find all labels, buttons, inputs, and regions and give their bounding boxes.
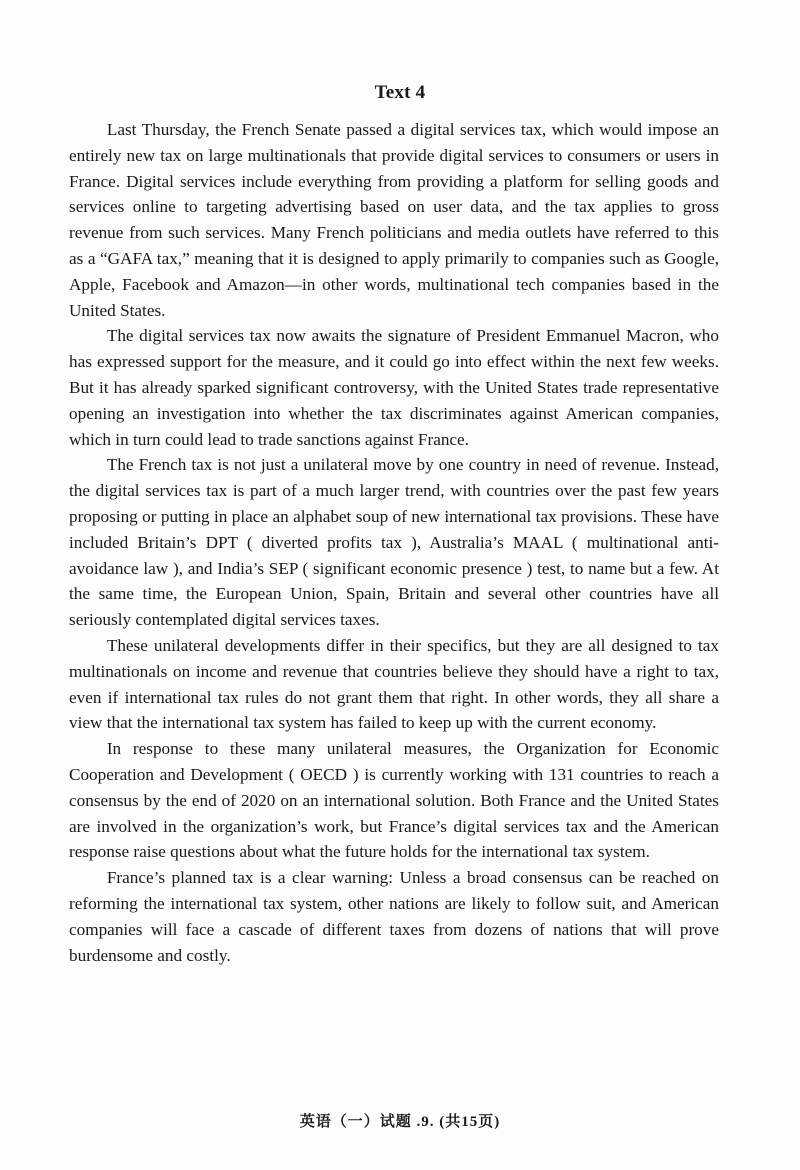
section-title: Text 4 [374, 82, 426, 103]
page-footer: 英语（一）试题 .9. (共15页) [299, 1114, 501, 1130]
paragraph-3: The French tax is not just a unilateral move by one country in need of revenue. Instead, the digital services tax is part of a much larger trend, with countries over the past few years proposing or putting in place an alphabet soup of new international tax provisions. These have included Britain’s DPT ( diverted profits tax ), Australia’s MAAL ( multinational anti-avoidance law ), and India’s SEP ( significant economic presence ) test, to name but a few. At the same time, the European Union, Spain, Britain and several other countries have all seriously contemplated digital services taxes. [69, 455, 719, 630]
paragraph-6: France’s planned tax is a clear warning: Unless a broad consensus can be reached on reforming the international tax system, other nations are likely to follow suit, and American companies will face a cascade of different taxes from dozens of nations that will prove burdensome and costly. [69, 868, 719, 965]
passage-body [69, 117, 719, 968]
paragraph-1: Last Thursday, the French Senate passed a digital services tax, which would impose an entirely new tax on large multinationals that provide digital services to consumers or users in France. Digital services include everything from providing a platform for selling goods and services online to targeting advertising based on user data, and the tax applies to gross revenue from such services. Many French politicians and media outlets have referred to this as a “GAFA tax,” meaning that it is designed to apply primarily to companies such as Google, Apple, Facebook and Amazon—in other words, multinational tech companies based in the United States. [69, 120, 719, 320]
paragraph-5: In response to these many unilateral measures, the Organization for Economic Cooperation and Development ( OECD ) is currently working with 131 countries to reach a consensus by the end of 2020 on an international solution. Both France and the United States are involved in the organization’s work, but France’s digital services tax and the American response raise questions about what the future holds for the international tax system. [69, 739, 719, 862]
paragraph-4: These unilateral developments differ in their specifics, but they are all designed to tax multinationals on income and revenue that countries believe they should have a right to tax, even if international tax rules do not grant them that right. In other words, they all share a view that the international tax system has failed to keep up with the current economy. [69, 635, 719, 733]
paragraph-2: The digital services tax now awaits the signature of President Emmanuel Macron, who has expressed support for the measure, and it could go into effect within the next few weeks. But it has already sparked significant controversy, with the United States trade representative opening an investigation into whether the tax discriminates against American companies, which in turn could lead to trade sanctions against France. [69, 326, 719, 449]
